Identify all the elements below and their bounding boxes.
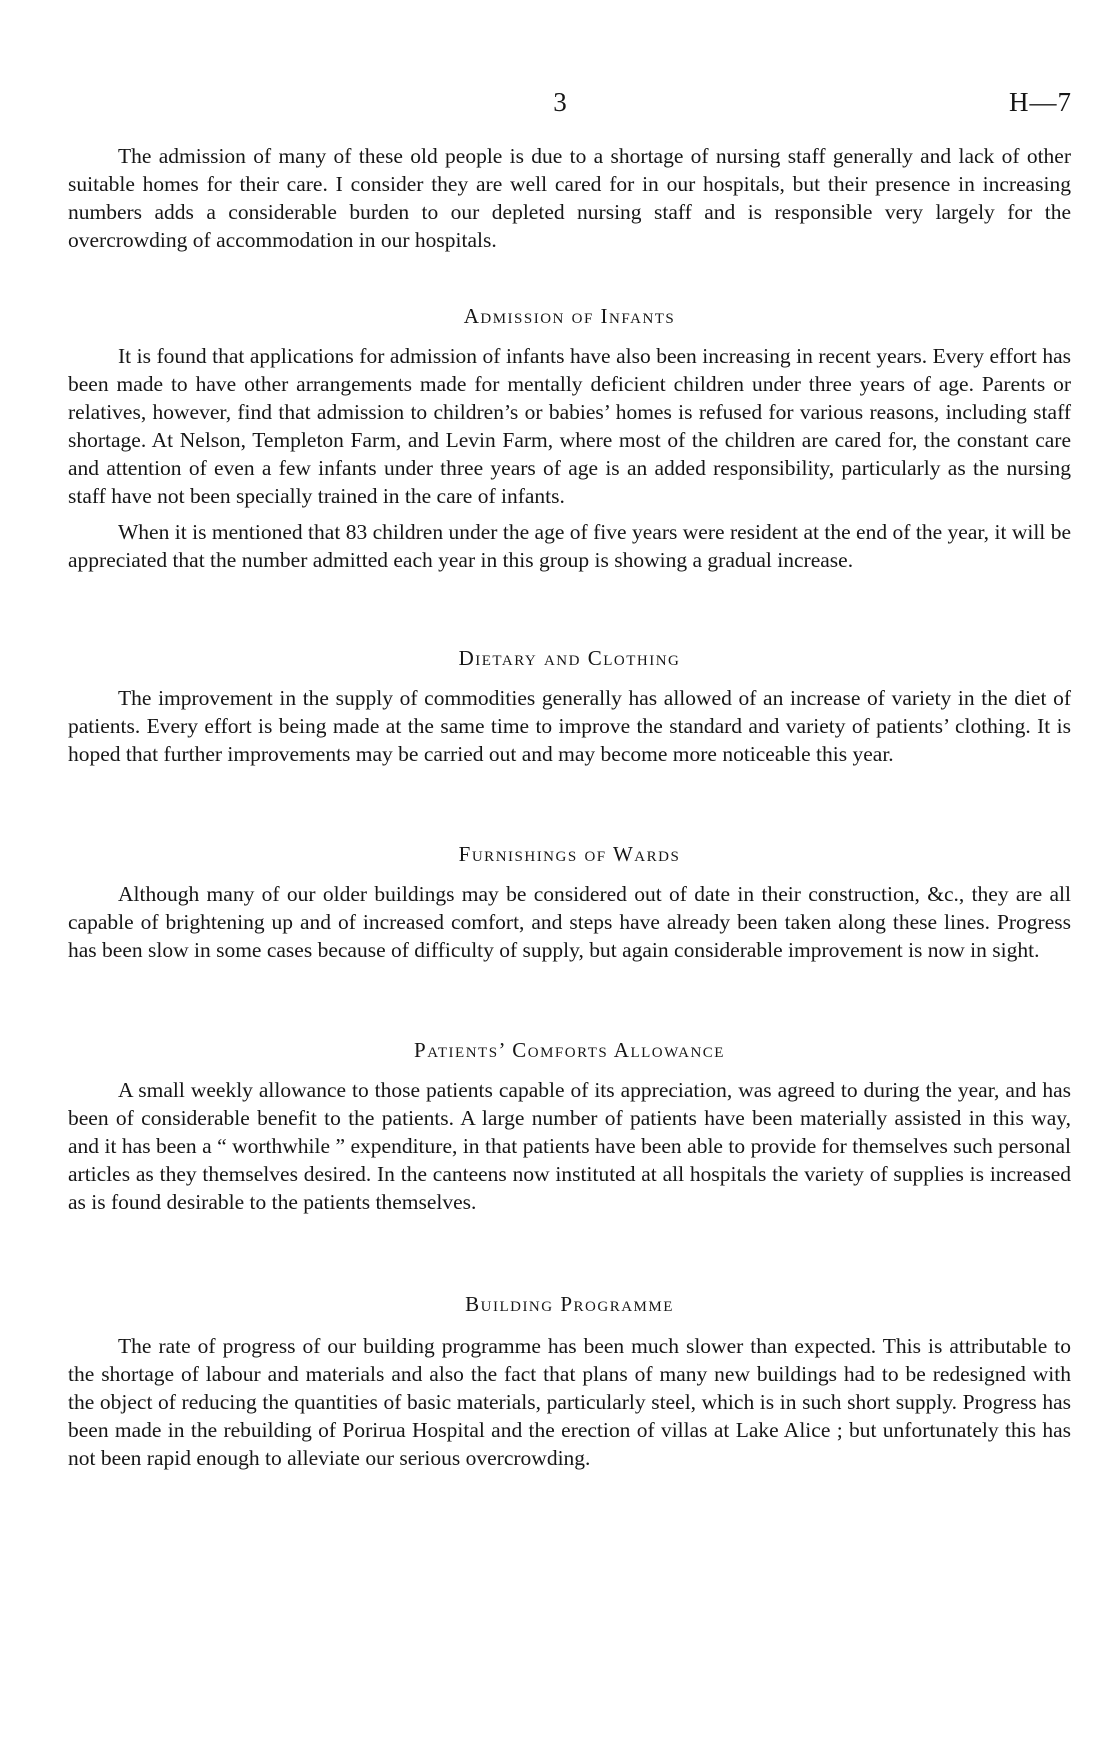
section-heading: Building Programme xyxy=(465,1292,674,1316)
section-heading: Admission of Infants xyxy=(463,304,676,328)
section-paragraph: Although many of our older buildings may be considered out of date in their construction, &c., they are all capable of brightening up and of increased comfort, and steps have already been taken along these lines. Progress has been slow in some cases because of difficulty of supply, but again considerable improvement is now in sight. xyxy=(68,882,1071,962)
document-reference: H—7 xyxy=(1009,87,1072,117)
section-heading: Dietary and Clothing xyxy=(458,646,681,670)
intro-paragraph: The admission of many of these old people is due to a shortage of nursing staff generally and lack of other suitable homes for their care. I consider they are well cared for in our hospitals, but their presence in increasing numbers adds a considerable burden to our depleted nursing staff and is responsible very largely for the overcrowding of accommodation in our hospitals. xyxy=(68,144,1071,252)
section-patients-comforts-allowance xyxy=(68,1036,1071,1216)
section-paragraph: The rate of progress of our building programme has been much slower than expected. This is attributable to the shortage of labour and materials and also the fact that plans of many new buildings had to be redesigned with the object of reducing the quantities of basic materials, particularly steel, which is in such short supply. Progress has been made in the rebuilding of Porirua Hospital and the erection of villas at Lake Alice ; but unfortunately this has not been rapid enough to alleviate our serious overcrowding. xyxy=(68,1334,1071,1470)
section-heading: Patients’ Comforts Allowance xyxy=(414,1038,725,1062)
page-body xyxy=(68,142,1071,1472)
section-building-programme xyxy=(68,1290,1071,1472)
section-dietary-and-clothing xyxy=(68,644,1071,768)
section-paragraph: When it is mentioned that 83 children under the age of five years were resident at the end of the year, it will be appreciated that the number admitted each year in this group is showing a gradual increase. xyxy=(68,520,1071,572)
section-paragraph: A small weekly allowance to those patients capable of its appreciation, was agreed to during the year, and has been of considerable benefit to the patients. A large number of patients have been materially assisted in this way, and it has been a “ worthwhile ” expenditure, in that patients have been able to provide for themselves such personal articles as they themselves desired. In the canteens now instituted at all hospitals the variety of supplies is increased as is found desirable to the patients themselves. xyxy=(68,1078,1071,1214)
section-paragraph: The improvement in the supply of commodities generally has allowed of an increase of variety in the diet of patients. Every effort is being made at the same time to improve the standard and variety of patients’ clothing. It is hoped that further improvements may be carried out and may become more noticeable this year. xyxy=(68,686,1071,766)
section-heading: Furnishings of Wards xyxy=(458,842,681,866)
page-number: 3 xyxy=(553,87,567,117)
section-paragraph: It is found that applications for admission of infants have also been increasing in recent years. Every effort has been made to have other arrangements made for mentally deficient children under three years of age. Parents or relatives, however, find that admission to children’s or babies’ homes is refused for various reasons, including staff shortage. At Nelson, Templeton Farm, and Levin Farm, where most of the children are cared for, the constant care and attention of even a few infants under three years of age is an added responsibility, particularly as the nursing staff have not been specially trained in the care of infants. xyxy=(68,344,1071,508)
section-admission-of-infants xyxy=(68,302,1071,574)
section-furnishings-of-wards xyxy=(68,840,1071,964)
